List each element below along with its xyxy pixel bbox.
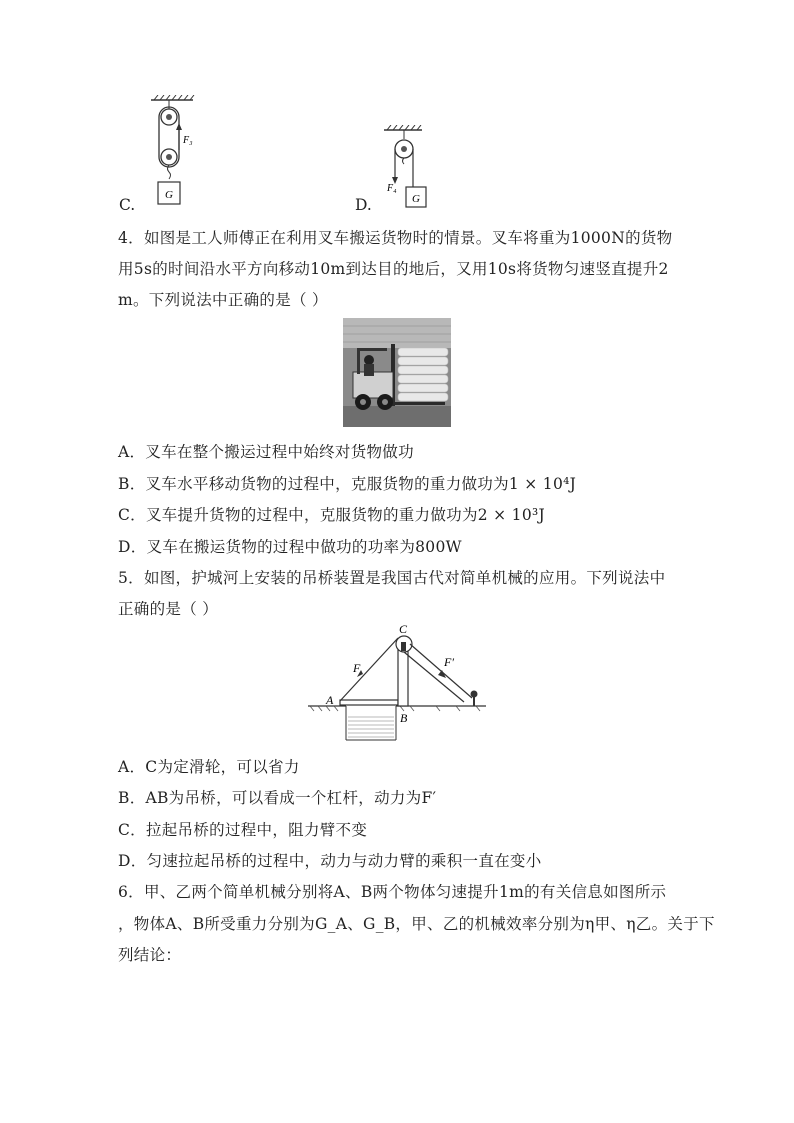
q4-option-a: A．叉车在整个搬运过程中始终对货物做功	[118, 443, 414, 461]
q4-stem-line3: m。下列说法中正确的是（ ）	[118, 291, 328, 309]
q4-stem-line2: 用5s的时间沿水平方向移动10m到达目的地后，又用10s将货物匀速竖直提升2	[118, 260, 669, 278]
q4-option-b: B．叉车水平移动货物的过程中，克服货物的重力做功为1 × 10⁴J	[118, 475, 577, 493]
g-label-c: G	[165, 189, 173, 201]
q5-stem-line1: 5．如图，护城河上安装的吊桥装置是我国古代对简单机械的应用。下列说法中	[118, 569, 666, 587]
q4-option-c: C．叉车提升货物的过程中，克服货物的重力做功为2 × 10³J	[118, 506, 546, 524]
q5-stem-line2: 正确的是（ ）	[118, 600, 219, 618]
label-a: A	[326, 693, 334, 707]
q6-stem-line3: 列结论：	[118, 946, 182, 964]
g-label-d: G	[412, 193, 420, 205]
pulley-figure-c	[145, 95, 205, 210]
q5-option-c: C．拉起吊桥的过程中，阻力臂不变	[118, 821, 368, 839]
label-c: C	[399, 622, 408, 636]
label-f: F	[353, 661, 361, 675]
option-c-label: C.	[119, 196, 136, 214]
q5-option-b: B．AB为吊桥，可以看成一个杠杆，动力为F′	[118, 789, 437, 807]
q6-stem-line1: 6．甲、乙两个简单机械分别将A、B两个物体匀速提升1m的有关信息如图所示	[118, 883, 667, 901]
option-d-label: D.	[355, 196, 372, 214]
f4-label: F₄	[387, 183, 397, 194]
f3-label: F₃	[183, 135, 193, 146]
drawbridge-diagram	[306, 622, 490, 744]
forklift-photo	[343, 318, 451, 427]
q4-stem-line1: 4．如图是工人师傅正在利用叉车搬运货物时的情景。叉车将重为1000N的货物	[118, 229, 673, 247]
label-f-prime: F′	[444, 655, 454, 669]
q5-option-a: A．C为定滑轮，可以省力	[118, 758, 300, 776]
q4-option-d: D．叉车在搬运货物的过程中做功的功率为800W	[118, 538, 462, 556]
q6-stem-line2: ，物体A、B所受重力分别为G_A、G_B，甲、乙的机械效率分别为η甲、η乙。关于下	[118, 915, 715, 933]
label-b: B	[400, 711, 408, 725]
pulley-figure-d	[382, 125, 432, 210]
q5-option-d: D．匀速拉起吊桥的过程中，动力与动力臂的乘积一直在变小	[118, 852, 542, 870]
